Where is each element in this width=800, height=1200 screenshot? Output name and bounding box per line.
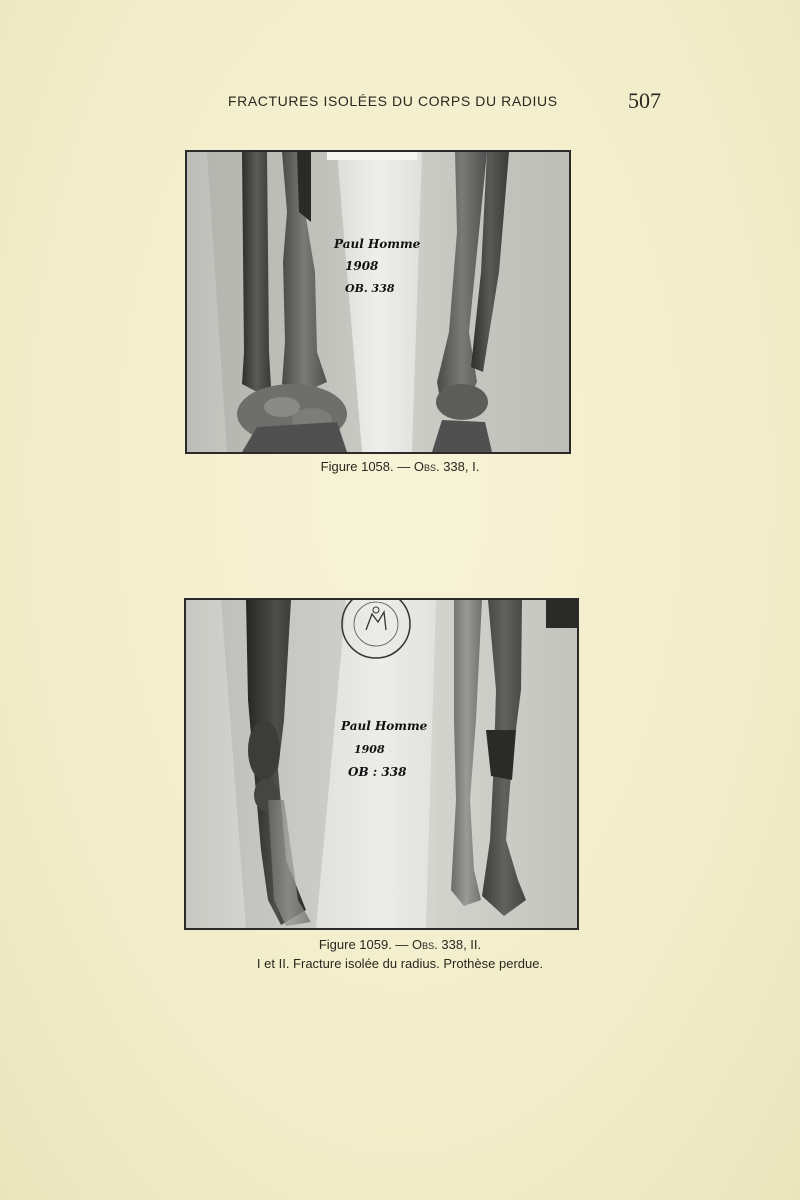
description-caption: I et II. Fracture isolée du radius. Prothèse perdue. — [256, 956, 544, 971]
caption-prefix: Figure 1059. — — [318, 937, 413, 952]
running-title: FRACTURES ISOLÉES DU CORPS DU RADIUS — [228, 93, 558, 109]
caption-obs: Obs. — [413, 459, 440, 474]
xray-figure-1058 — [185, 150, 571, 454]
handwritten-label-line-3: OB. 338 — [345, 282, 395, 295]
handwritten-label-line-2: 1908 — [345, 259, 379, 273]
xray-image — [187, 152, 569, 452]
caption-prefix: Figure 1058. — — [320, 459, 414, 474]
handwritten-label-line-1: Paul Homme — [341, 719, 428, 733]
handwritten-label-line-3: OB : 338 — [348, 765, 407, 779]
figure-1059-caption — [0, 937, 800, 952]
page-header — [0, 90, 800, 120]
xray-figure-1059 — [184, 598, 579, 930]
caption-obs: Obs. — [412, 937, 438, 952]
caption-suffix: 338, I. — [439, 459, 480, 474]
figure-1058-caption — [0, 459, 800, 474]
handwritten-label-line-2: 1908 — [354, 743, 385, 756]
handwritten-label-line-1: Paul Homme — [334, 237, 421, 251]
xray-image — [186, 600, 577, 928]
caption-suffix: 338, II. — [437, 937, 482, 952]
page-number: 507 — [628, 88, 661, 113]
